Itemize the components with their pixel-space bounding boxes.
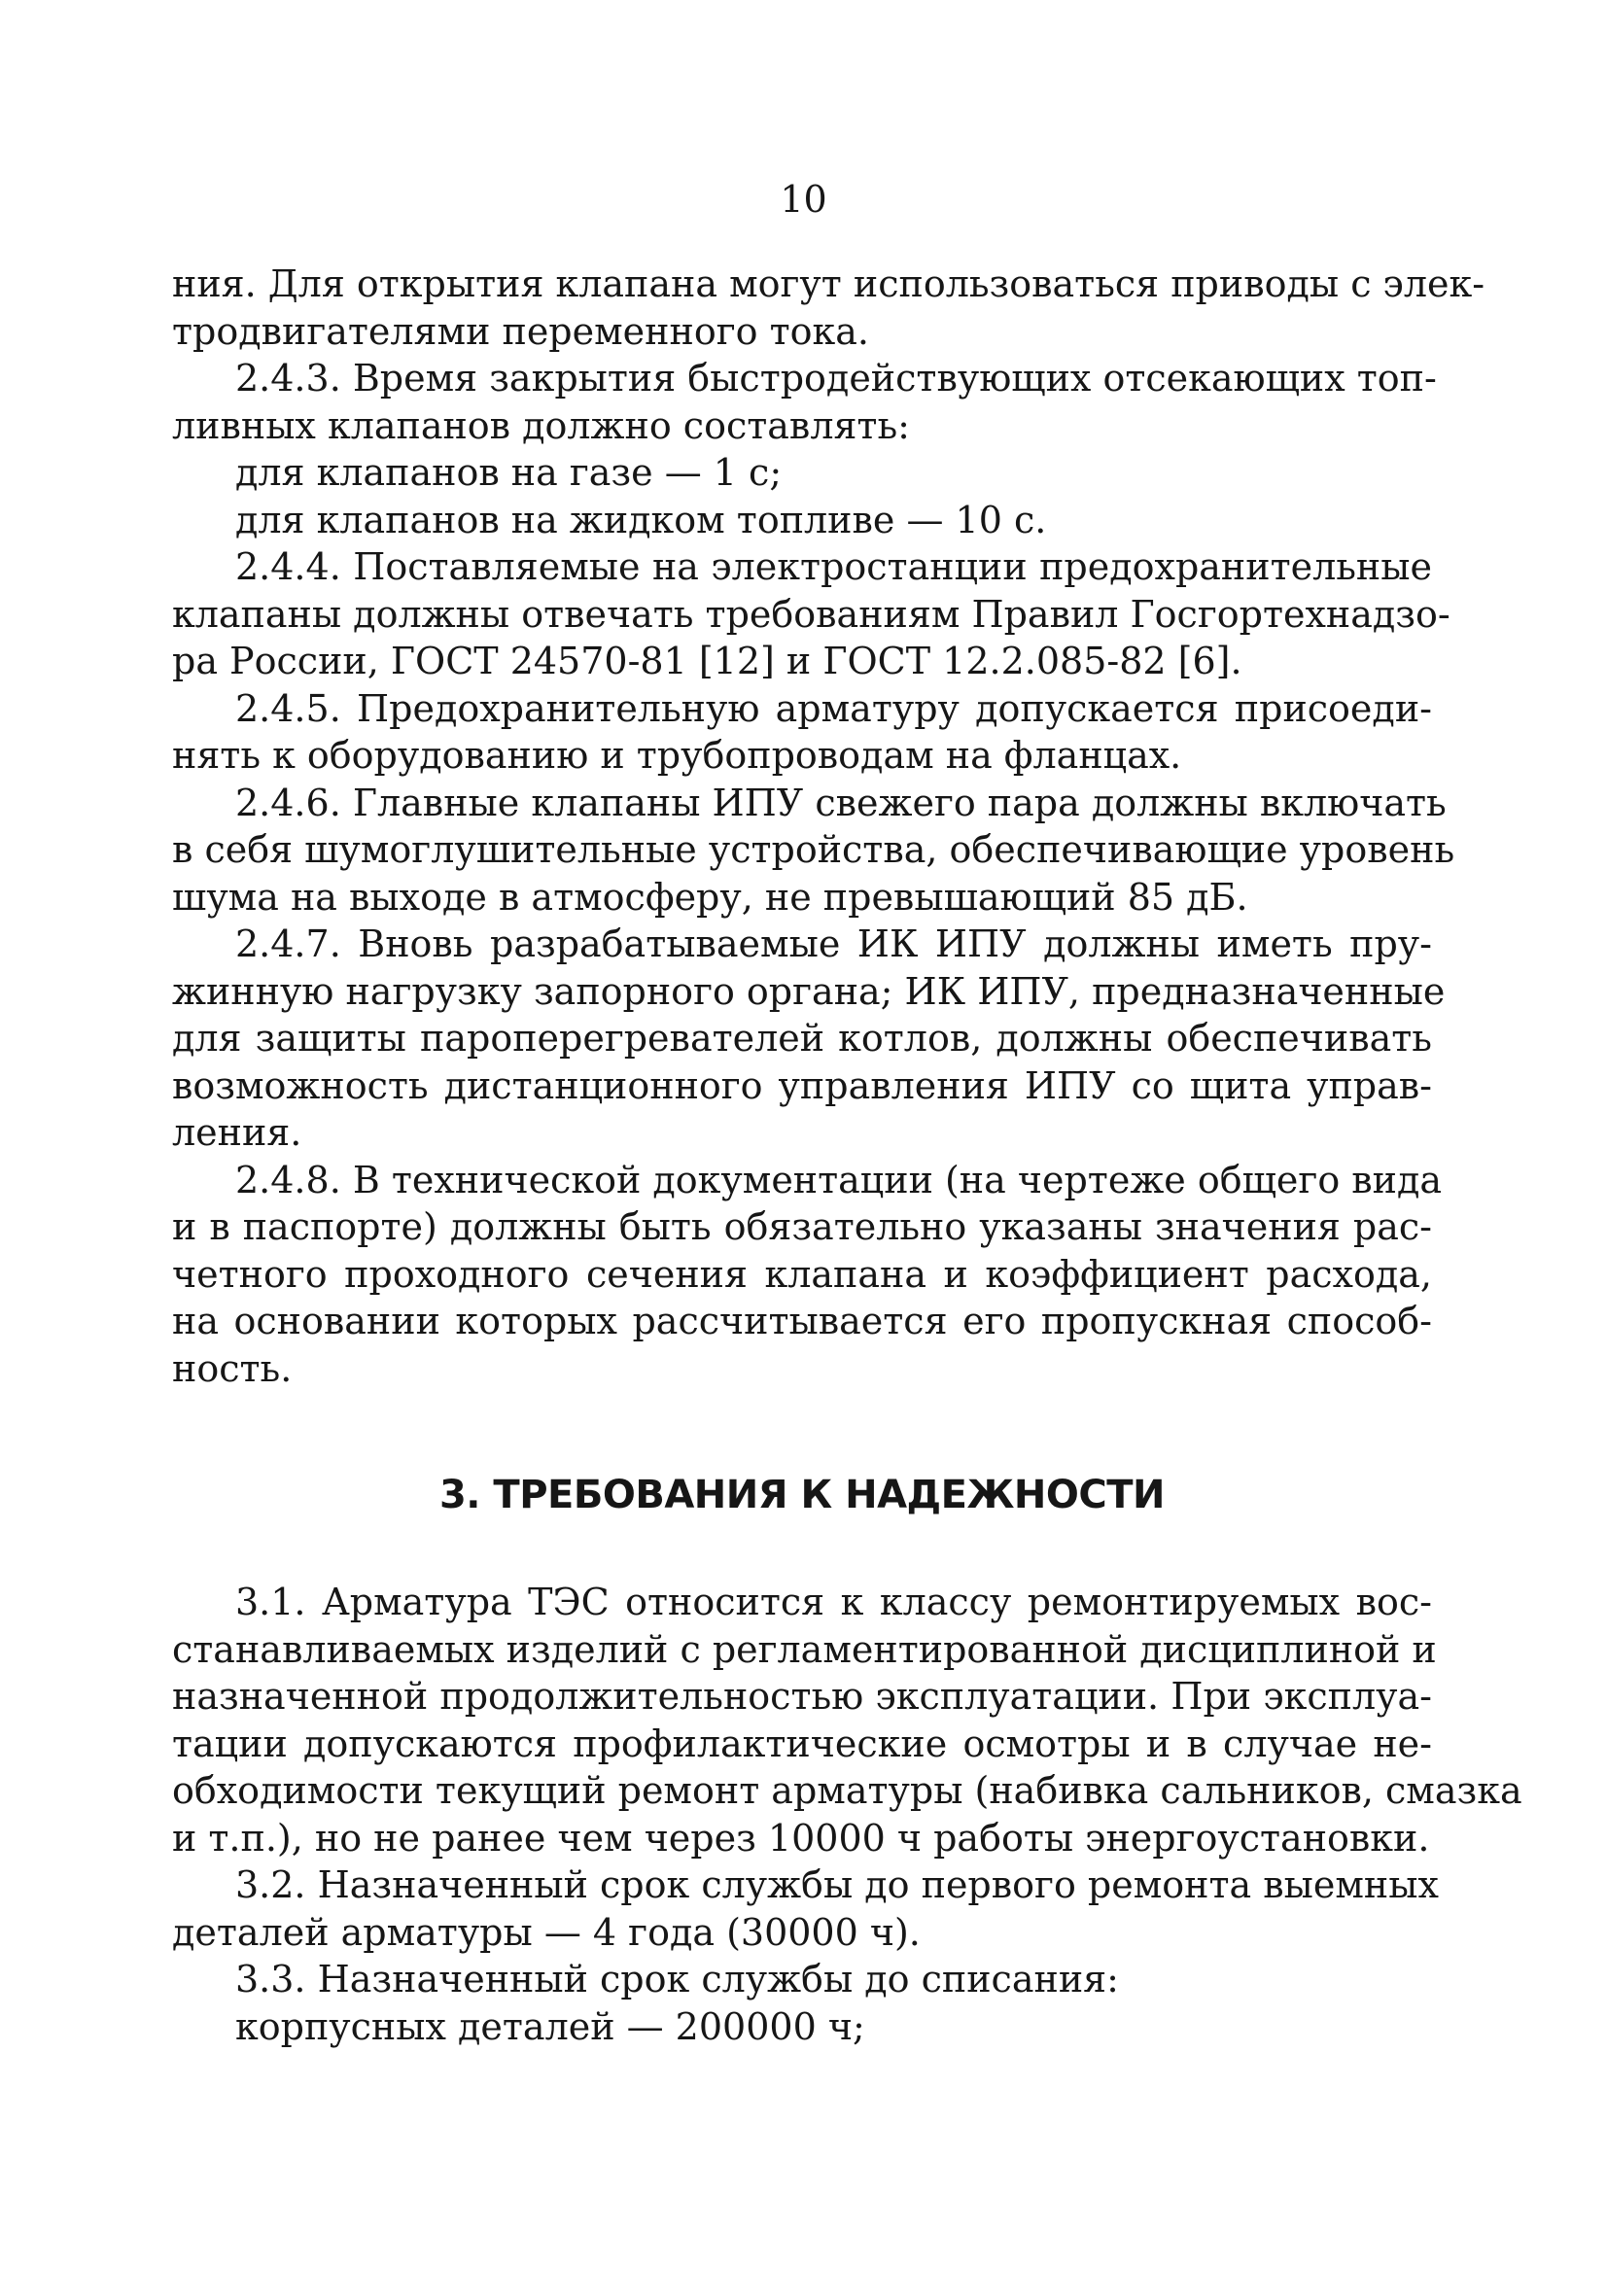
text-line: тации допускаются профилактические осмотры и в случае не- bbox=[172, 1722, 1432, 1765]
text-line: 2.4.6. Главные клапаны ИПУ свежего пара должны включать bbox=[235, 781, 1447, 824]
text-line: 2.4.8. В технической документации (на чертеже общего вида bbox=[235, 1158, 1443, 1201]
text-line: 3.2. Назначенный срок службы до первого ремонта выемных bbox=[235, 1863, 1439, 1906]
section-heading: 3. ТРЕБОВАНИЯ К НАДЕЖНОСТИ bbox=[438, 1473, 1166, 1517]
text-line: 2.4.7. Вновь разрабатываемые ИК ИПУ должны иметь пру- bbox=[235, 922, 1432, 965]
text-line: на основании которых рассчитывается его пропускная способ- bbox=[172, 1300, 1432, 1342]
page-body bbox=[172, 261, 1522, 2050]
text-line: 2.4.4. Поставляемые на электростанции предохранительные bbox=[235, 545, 1432, 588]
text-line: в себя шумоглушительные устройства, обеспечивающие уровень bbox=[172, 828, 1455, 871]
text-line: 3.1. Арматура ТЭС относится к классу ремонтируемых вос- bbox=[235, 1581, 1432, 1623]
page-number: 10 bbox=[780, 178, 827, 221]
paragraph-2-4-7 bbox=[172, 921, 1446, 1157]
text-line: жинную нагрузку запорного органа; ИК ИПУ, предназначенные bbox=[172, 969, 1446, 1013]
text-line: 2.4.3. Время закрытия быстродействующих отсекающих топ- bbox=[235, 357, 1437, 400]
list-item: для клапанов на жидком топливе — 10 с. bbox=[235, 498, 1047, 541]
text-line: клапаны должны отвечать требованиям Правил Госгортехнадзо- bbox=[172, 592, 1450, 636]
text-line: тродвигателями переменного тока. bbox=[172, 309, 869, 353]
text-line: нять к оборудованию и трубопроводам на фланцах. bbox=[172, 734, 1182, 777]
list-item: корпусных деталей — 200000 ч; bbox=[235, 2004, 865, 2048]
paragraph-2-4-6 bbox=[172, 780, 1455, 922]
text-line: обходимости текущий ремонт арматуры (набивка сальников, смазка bbox=[172, 1769, 1522, 1812]
paragraph-2-4-5 bbox=[172, 685, 1432, 780]
text-line: 3.3. Назначенный срок службы до списания: bbox=[235, 1958, 1119, 2000]
text-line: назначенной продолжительностью эксплуатации. При эксплуа- bbox=[172, 1675, 1432, 1718]
text-line: ра России, ГОСТ 24570-81 [12] и ГОСТ 12.2.085-82 [6]. bbox=[172, 640, 1242, 682]
text-line: шума на выходе в атмосферу, не превышающий 85 дБ. bbox=[172, 875, 1248, 919]
text-line: для защиты пароперегревателей котлов, должны обеспечивать bbox=[172, 1017, 1432, 1060]
text-line: станавливаемых изделий с регламентированной дисциплиной и bbox=[172, 1627, 1437, 1671]
text-line: и т.п.), но не ранее чем через 10000 ч работы энергоустановки. bbox=[172, 1816, 1430, 1860]
text-line: возможность дистанционного управления ИПУ со щита управ- bbox=[172, 1063, 1432, 1107]
text-line: четного проходного сечения клапана и коэффициент расхода, bbox=[172, 1252, 1432, 1296]
paragraph-2-4-8 bbox=[172, 1157, 1443, 1393]
paragraph-continuation bbox=[172, 261, 1485, 355]
paragraph-2-4-3 bbox=[172, 355, 1437, 543]
text-line: 2.4.5. Предохранительную арматуру допускается присоеди- bbox=[235, 686, 1432, 730]
paragraph-3-2 bbox=[172, 1861, 1439, 1956]
text-line: ления. bbox=[172, 1111, 302, 1154]
text-line: деталей арматуры — 4 года (30000 ч). bbox=[172, 1910, 921, 1954]
paragraph-3-1 bbox=[172, 1579, 1522, 1861]
text-line: ливных клапанов должно составлять: bbox=[172, 403, 910, 447]
paragraph-2-4-4 bbox=[172, 543, 1450, 685]
text-line: и в паспорте) должны быть обязательно указаны значения рас- bbox=[172, 1205, 1432, 1248]
paragraph-3-3 bbox=[172, 1956, 1432, 2050]
text-line: ния. Для открытия клапана могут использоваться приводы с элек- bbox=[172, 262, 1485, 305]
text-line: ность. bbox=[172, 1346, 293, 1390]
list-item: для клапанов на газе — 1 с; bbox=[235, 451, 783, 494]
